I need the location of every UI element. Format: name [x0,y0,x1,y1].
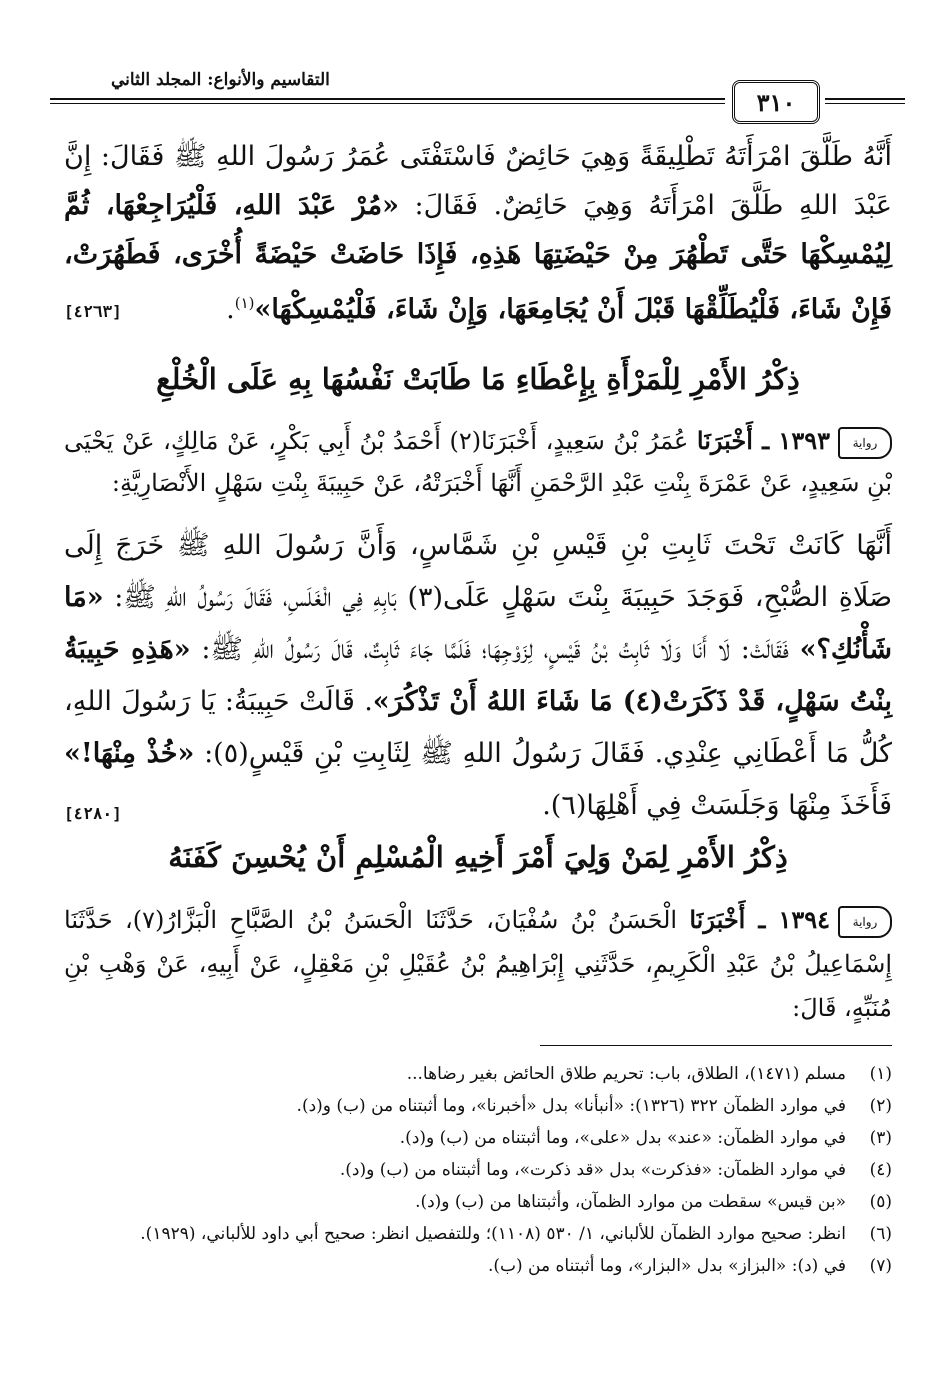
footnote-number: (٦) [869,1224,892,1244]
footnote-item [64,1250,892,1282]
footnote-text: في (د): «البزاز» بدل «البزار»، وما أثبتناه من (ب). [487,1256,846,1276]
footnote-item [64,1122,892,1154]
footnote-divider [540,1045,892,1046]
hadith-1394-isnad [64,898,892,1030]
hadith-marker-icon: رواية [838,906,892,938]
isnad-text: الْحَسَنُ بْنُ سُفْيَانَ، حَدَّثَنَا الْحَسَنُ بْنُ الصَّبَّاحِ الْبَزَّارُ(٧)، حَدَّثَنَا إِسْمَاعِيلُ بْنُ عَبْدِ الْكَرِيمِ، حَدَّثَنِي إِبْرَاهِيمُ بْنُ عُقَيْلِ بْنِ مَعْقِلٍ، عَنْ أَبِيهِ، عَنْ وَهْبِ بْنِ مُنَبِّهٍ، قَالَ: [64,906,892,1022]
running-title: التقاسيم والأنواع: المجلد الثاني [105,70,336,90]
footnote-number: (٥) [869,1192,892,1212]
hadith-marker-icon: رواية [838,427,892,459]
footnote-item [64,1154,892,1186]
hadith-ref-number: [٤٢٨٠] [64,804,122,823]
matn-text-d: فَأَخَذَ مِنْهَا وَجَلَسَتْ فِي أَهْلِهَا(٦). [542,790,892,821]
section-heading-khul: ذِكْرُ الأَمْرِ لِلْمَرْأَةِ بِإِعْطَاءِ مَا طَابَتْ نَفْسُهَا بِهِ عَلَى الْخُلْعِ [156,362,800,396]
footnote-item [64,1186,892,1218]
footnote-text: مسلم (١٤٧١)، الطلاق، باب: تحريم طلاق الحائض بغير رضاها... [406,1064,846,1084]
footnote-number: (١) [869,1064,892,1084]
footnote-item [64,1218,892,1250]
footnote-number: (٧) [869,1256,892,1276]
hadith-number: ١٣٩٤ ـ أَخْبَرَنَا [689,905,830,934]
hadith-1393-matn [64,520,892,840]
footnote-number: (٣) [869,1128,892,1148]
footnote-ref-1: (١) [234,294,255,312]
footnote-text: في موارد الظمآن: «فذكرت» بدل «قد ذكرت»، وما أثبتناه من (ب) و(د). [339,1160,846,1180]
matn-text-c: . قَالَتْ حَبِيبَةُ: يَا رَسُولَ اللهِ، كُلُّ مَا أَعْطَانِي عِنْدِي. فَقَالَ رَسُولُ اللهِ ﷺ لِثَابِتِ بْنِ قَيْسٍ(٥): [64,686,892,769]
page-header [50,70,905,120]
footnote-item [64,1058,892,1090]
hadith-1393-isnad [64,420,892,504]
matn-text-a: أَنَّهَا كَانَتْ تَحْتَ ثَابِتِ بْنِ قَيْسِ بْنِ شَمَّاسٍ، وَأَنَّ رَسُولَ اللهِ ﷺ خَرَجَ إِلَى صَلَاةِ الصُّبْحِ، فَوَجَدَ حَبِيبَةَ بِنْتَ سَهْلٍ عَلَى(٣) بَابِهِ فِي الْغَلَسِ، فَقَالَ رَسُولُ اللهِ ﷺ: [64,530,892,613]
footnote-item [64,1090,892,1122]
prophet-quote: «مُرْ عَبْدَ اللهِ، فَلْيُرَاجِعْهَا، ثُمَّ لِيُمْسِكْهَا حَتَّى تَطْهُرَ مِنْ حَيْضَتِهَا هَذِهِ، فَإِذَا حَاضَتْ حَيْضَةً أُخْرَى، فَطَهُرَتْ، فَإِنْ شَاءَ، فَلْيُطَلِّقْهَا قَبْلَ أَنْ يُجَامِعَهَا، وَإِنْ شَاءَ، فَلْيُمْسِكْهَا» [64,190,892,325]
header-rule-right [825,98,905,104]
footnote-number: (٤) [869,1160,892,1180]
hadith-number: ١٣٩٣ ـ أَخْبَرَنَا [696,426,830,455]
prophet-quote-a: «مَا شَأْنُكِ؟» [64,582,892,665]
footnote-number: (٢) [869,1096,892,1116]
footnote-text: «بن قيس» سقطت من موارد الظمآن، وأثبتناها من (ب) و(د). [415,1192,846,1212]
prophet-quote-b: «هَذِهِ حَبِيبَةُ بِنْتُ سَهْلٍ، قَدْ ذَكَرَتْ(٤) مَا شَاءَ اللهُ أَنْ تَذْكُرَ» [64,634,893,717]
isnad-text: عُمَرُ بْنُ سَعِيدٍ، أَخْبَرَنَا(٢) أَحْمَدُ بْنُ أَبِي بَكْرٍ، عَنْ مَالِكٍ، عَنْ يَحْيَى بْنِ سَعِيدٍ، عَنْ عَمْرَةَ بِنْتِ عَبْدِ الرَّحْمَنِ أَنَّهَا أَخْبَرَتْهُ، عَنْ حَبِيبَةَ بِنْتِ سَهْلٍ الأَنْصَارِيَّةِ: [64,427,892,497]
footnotes [64,1058,892,1282]
matn-text-b: فَقَالَتْ: لَا أَنَا وَلَا ثَابِتُ بْنُ قَيْسٍ، لِزَوْجِهَا؛ فَلَمَّا جَاءَ ثَابِتٌ، قَالَ رَسُولُ اللهِ ﷺ: [190,634,800,665]
footnote-text: في موارد الظمآن: «عند» بدل «على»، وما أثبتناه من (ب) و(د). [399,1128,846,1148]
footnote-text: في موارد الظمآن ٣٢٢ (١٣٢٦): «أنبأنا» بدل «أخبرنا»، وما أثبتناه من (ب) و(د). [296,1096,846,1116]
page-number: ٣١٠ [732,80,820,124]
hadith-ref-number: [٤٢٦٣] [64,302,122,321]
paragraph-text: أَنَّهُ طَلَّقَ امْرَأَتَهُ تَطْلِيقَةً وَهِيَ حَائِضٌ فَاسْتَفْتَى عُمَرُ رَسُولَ اللهِ ﷺ فَقَالَ: إِنَّ عَبْدَ اللهِ طَلَّقَ امْرَأَتَهُ وَهِيَ حَائِضٌ. فَقَالَ: [64,141,893,221]
prophet-quote-c: «خُذْ مِنْهَا!» [64,738,195,769]
section-heading-kafan: ذِكْرُ الأَمْرِ لِمَنْ وَلِيَ أَمْرَ أَخِيهِ الْمُسْلِمِ أَنْ يُحْسِنَ كَفَنَهُ [168,840,788,874]
header-rule [50,98,725,104]
footnote-text: انظر: صحيح موارد الظمآن للألباني، ١/ ٥٣٠ (١١٠٨)؛ وللتفصيل انظر: صحيح أبي داود للألباني، (١٩٢٩). [140,1224,846,1244]
paragraph-hadith-ending: أَنَّهُ طَلَّقَ امْرَأَتَهُ تَطْلِيقَةً وَهِيَ حَائِضٌ فَاسْتَفْتَى عُمَرُ رَسُولَ اللهِ ﷺ فَقَالَ: إِنَّ عَبْدَ اللهِ طَلَّقَ امْرَأَتَهُ وَهِيَ حَائِضٌ. فَقَالَ: «مُرْ عَبْدَ اللهِ، فَلْيُرَاجِعْهَا، ثُمَّ لِيُمْسِكْهَا حَتَّى تَطْهُرَ مِنْ حَيْضَتِهَا هَذِهِ، فَإِذَا حَاضَتْ حَيْضَةً أُخْرَى، فَطَهُرَتْ، فَإِنْ شَاءَ، فَلْيُطَلِّقْهَا قَبْلَ أَنْ يُجَامِعَهَا، وَإِنْ شَاءَ، فَلْيُمْسِكْهَا»$^{(١)}$. [٤٢٦٣] [64,132,892,336]
